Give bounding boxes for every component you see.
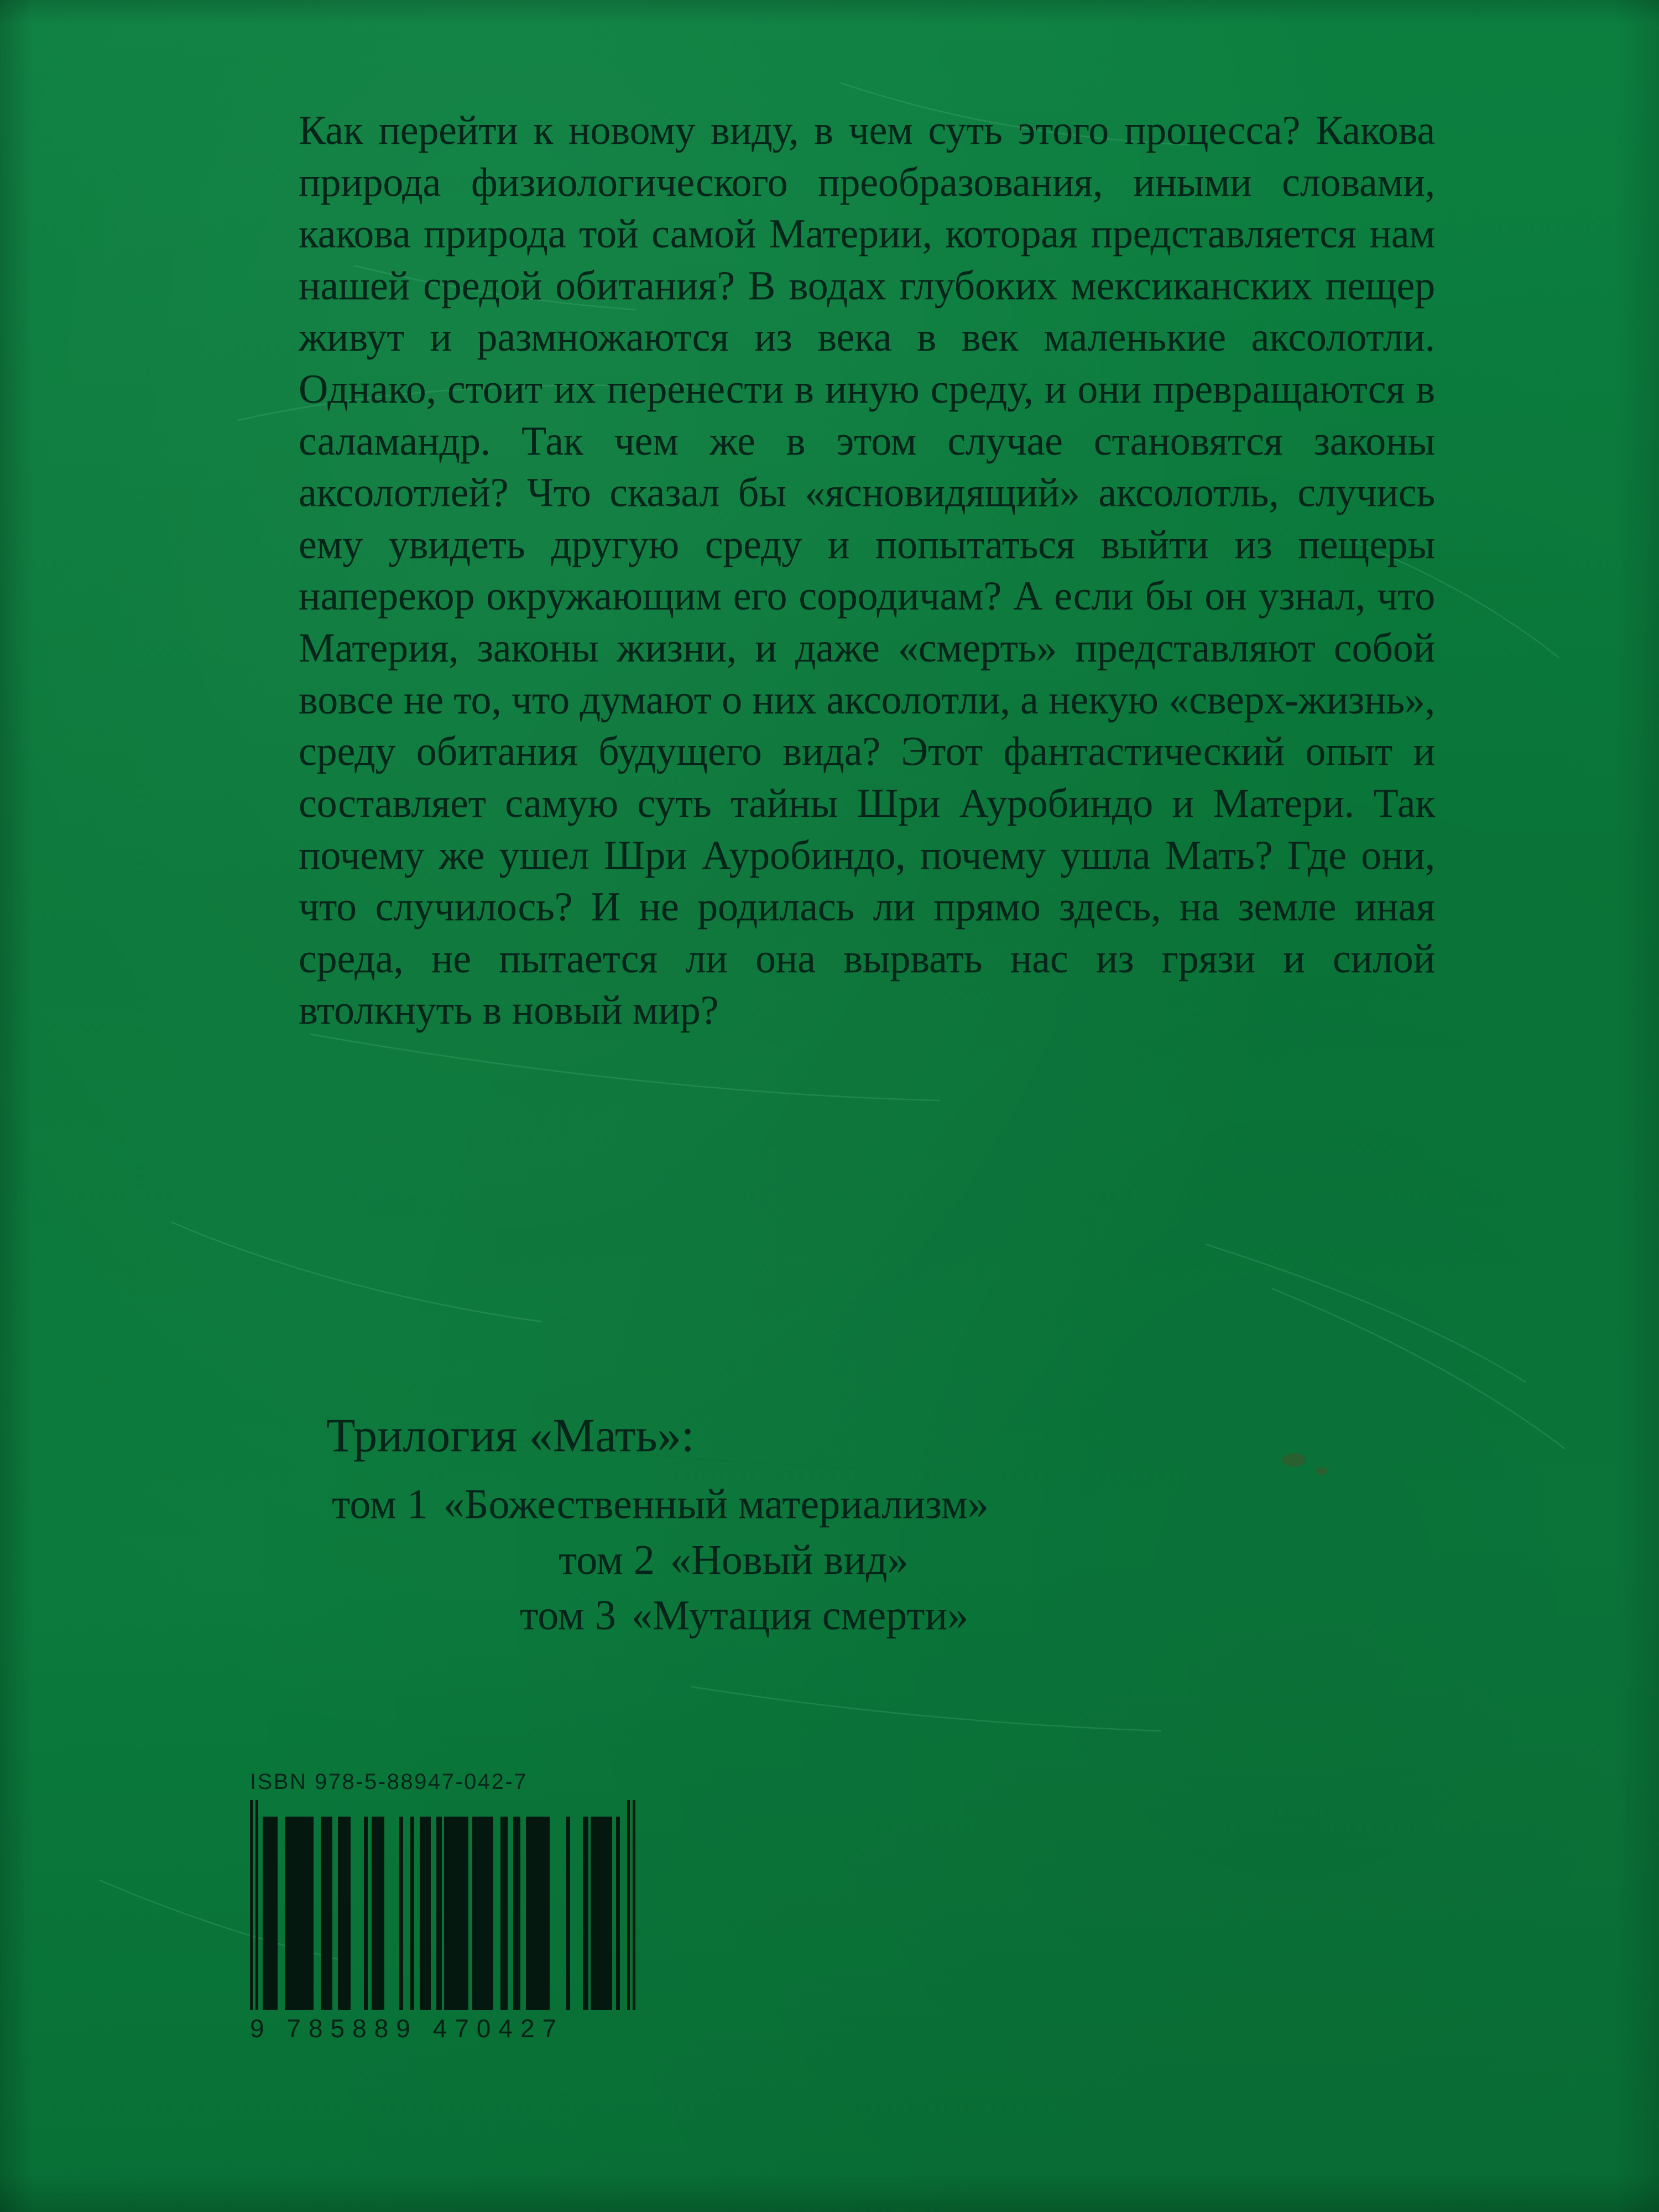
trilogy-title: Трилогия «Мать»: xyxy=(326,1408,695,1462)
trilogy-block xyxy=(299,1407,1435,1643)
barcode-bar xyxy=(399,1817,403,2010)
barcode-bar xyxy=(323,1817,330,2010)
barcode-bar xyxy=(633,1800,635,2010)
barcode-bar xyxy=(410,1817,414,2010)
barcode-bar xyxy=(591,1817,598,2010)
barcode-bar xyxy=(343,1817,351,2010)
barcode-bar xyxy=(583,1817,588,2010)
barcode-bar xyxy=(526,1817,533,2010)
barcode-bar xyxy=(338,1817,343,2010)
barcode-bar xyxy=(436,1817,442,2010)
isbn-text: ISBN 978-5-88947-042-7 xyxy=(250,1770,528,1794)
barcode-bar xyxy=(570,1817,577,2010)
barcode-bar xyxy=(384,1817,390,2010)
barcode-bar xyxy=(612,1817,616,2010)
barcode-bar xyxy=(364,1817,368,2010)
barcode-bar xyxy=(414,1817,420,2010)
barcode-bar xyxy=(520,1817,526,2010)
barcode-bar xyxy=(468,1817,472,2010)
barcode-bar xyxy=(307,1817,311,2010)
isbn-barcode-block xyxy=(250,1770,637,2043)
barcode-bar xyxy=(486,1817,493,2010)
barcode-bar xyxy=(493,1817,500,2010)
barcode-bar xyxy=(577,1817,583,2010)
barcode-bars xyxy=(250,1800,637,2010)
barcode-bar xyxy=(562,1817,566,2010)
barcode-bar xyxy=(424,1817,431,2010)
barcode-bar xyxy=(620,1817,627,2010)
barcode-bar xyxy=(500,1817,508,2010)
barcode-bar xyxy=(472,1817,478,2010)
trilogy-volume-3 xyxy=(299,1588,1435,1643)
trilogy-volume-1 xyxy=(299,1477,1435,1532)
trilogy-volume-2 xyxy=(299,1532,1435,1588)
barcode-bar xyxy=(461,1817,466,2010)
barcode-bar xyxy=(533,1817,540,2010)
cover-top-shading xyxy=(0,0,1659,24)
barcode-bar xyxy=(482,1817,486,2010)
volume-2-name: «Новый вид» xyxy=(670,1536,909,1583)
barcode-bar xyxy=(616,1817,620,2010)
barcode-bar xyxy=(379,1817,384,2010)
cover-bottom-shading xyxy=(0,2173,1659,2212)
barcode-bar xyxy=(566,1817,570,2010)
volume-2-label: том 2 xyxy=(559,1536,655,1583)
barcode-bar xyxy=(272,1817,278,2010)
volume-3-name: «Мутация смерти» xyxy=(631,1592,969,1639)
cover-left-shading xyxy=(0,0,33,2212)
barcode-image xyxy=(250,1800,637,2043)
barcode-bar xyxy=(403,1817,410,2010)
barcode-bar xyxy=(508,1817,513,2010)
barcode-bar xyxy=(420,1817,424,2010)
volume-1-label: том 1 xyxy=(332,1481,428,1528)
barcode-bar xyxy=(368,1817,372,2010)
barcode-bar xyxy=(353,1817,360,2010)
back-cover-blurb: Как перейти к новому виду, в чем суть этого процесса? Какова природа физиологического преобразования, иными словами, какова природа той самой Материи, которая представляется нам нашей средой обитания? В водах глубоких мексиканских пещер живут и размножаются из века в век маленькие аксолотли. Однако, стоит их перенести в иную среду, и они превращаются в саламандр. Так чем же в этом случае становятся законы аксолотлей? Что сказал бы «ясновидящий» аксолотль, случись ему увидеть другую среду и попытаться выйти из пещеры наперекор окружающим его сородичам? А если бы он узнал, что Материя, законы жизни, и даже «смерть» представляют собой вовсе не то, что думают о них аксолотли, а некую «сверх-жизнь», среду обитания будущего вида? Этот фантастический опыт и составляет самую суть тайны Шри Ауробиндо и Матери. Так почему же ушел Шри Ауробиндо, почему ушла Мать? Где они, что случилось? И не родилась ли прямо здесь, на земле иная среда, не пытается ли она вырвать нас из грязи и силой втолкнуть в новый мир? xyxy=(299,108,1435,1034)
cover-right-shading xyxy=(1615,0,1659,2212)
barcode-bar xyxy=(332,1817,338,2010)
barcode-bar xyxy=(314,1817,321,2010)
barcode-bar xyxy=(263,1817,270,2010)
barcode-bar xyxy=(300,1817,307,2010)
barcode-digits: 9 785889 470427 xyxy=(250,2014,565,2043)
barcode-bar xyxy=(372,1817,379,2010)
barcode-bar xyxy=(431,1817,436,2010)
barcode-bar xyxy=(360,1817,364,2010)
barcode-bar xyxy=(605,1817,612,2010)
barcode-bar xyxy=(555,1817,562,2010)
volume-3-label: том 3 xyxy=(520,1592,616,1639)
barcode-bar xyxy=(290,1817,296,2010)
barcode-bar xyxy=(455,1817,461,2010)
barcode-bar xyxy=(598,1817,605,2010)
barcode-bar xyxy=(451,1817,455,2010)
barcode-bar xyxy=(444,1817,451,2010)
barcode-bar xyxy=(390,1817,397,2010)
barcode-bar xyxy=(278,1817,285,2010)
volume-1-name: «Божественный материализм» xyxy=(443,1481,989,1528)
barcode-bar xyxy=(285,1817,290,2010)
barcode-bar xyxy=(542,1817,550,2010)
barcode-bar xyxy=(550,1817,555,2010)
barcode-bar xyxy=(513,1817,520,2010)
